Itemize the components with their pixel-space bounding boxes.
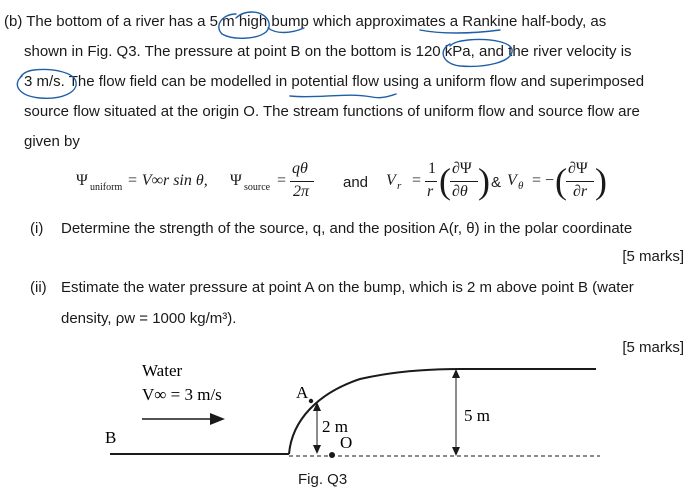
vtheta-derivative-denominator: ∂r: [573, 183, 588, 200]
dim-2m-label: 2 m: [322, 417, 348, 436]
part-i-text: Determine the strength of the source, q, and the position A(r, θ) in the polar coordinate: [61, 220, 633, 237]
psi-source-symbol: Ψ: [230, 172, 242, 189]
vtheta-symbol: V: [507, 172, 517, 189]
velocity-label: V∞ = 3 m/s: [142, 385, 222, 404]
part-ii-marks: [5 marks]: [622, 339, 684, 356]
part-ii-text-line-2: density, ρw = 1000 kg/m³).: [61, 310, 237, 327]
origin-marker: [329, 452, 335, 458]
dim-5m-label: 5 m: [464, 406, 490, 425]
origin-label: O: [340, 433, 353, 452]
psi-source-numerator: qθ: [292, 160, 308, 177]
part-i-label: (i): [30, 220, 44, 237]
bump-profile: [289, 369, 596, 454]
psi-uniform-subscript: uniform: [90, 182, 123, 193]
psi-source-subscript: source: [244, 182, 271, 193]
psi-uniform-rhs: = V∞r sin θ,: [127, 172, 208, 189]
paragraph-line-3: 3 m/s. The flow field can be modelled in potential flow using a uniform flow and superimposed: [24, 73, 645, 90]
point-a-label: A: [296, 383, 309, 402]
figure-caption: Fig. Q3: [298, 471, 348, 488]
velocity-arrowhead: [210, 413, 225, 425]
vr-subscript: r: [397, 180, 402, 192]
vr-frac-numerator: 1: [428, 160, 436, 177]
vtheta-subscript: θ: [518, 180, 524, 192]
vr-equals: =: [412, 172, 422, 189]
water-label: Water: [142, 361, 183, 380]
psi-uniform-symbol: Ψ: [76, 172, 88, 189]
vr-symbol: V: [386, 172, 396, 189]
point-a-marker: [309, 399, 313, 403]
vtheta-equals: = −: [532, 172, 555, 189]
vtheta-derivative-numerator: ∂Ψ: [568, 160, 588, 177]
ampersand: &: [491, 174, 502, 191]
paragraph-line-1: (b) The bottom of a river has a 5 m high bump which approximates a Rankine half-body, as: [4, 13, 607, 30]
vr-derivative-numerator: ∂Ψ: [452, 160, 472, 177]
equation-row: Ψ uniform = V∞r sin θ, Ψ source = qθ 2π and V r = 1 r ( ∂Ψ ∂θ ) & V θ = − ( ∂Ψ ∂r ): [76, 160, 607, 201]
vr-frac-denominator: r: [427, 183, 434, 200]
psi-source-denominator: 2π: [293, 183, 310, 200]
part-ii-label: (ii): [30, 279, 47, 296]
part-ii-text-line-1: Estimate the water pressure at point A on the bump, which is 2 m above point B (water: [61, 279, 634, 296]
paragraph-line-4: source flow situated at the origin O. The stream functions of uniform flow and source flow are: [24, 103, 640, 120]
and-text: and: [343, 174, 369, 191]
part-i-marks: [5 marks]: [622, 248, 684, 265]
point-b-label: B: [105, 428, 117, 447]
paragraph-line-5: given by: [24, 133, 80, 150]
paragraph-line-2: shown in Fig. Q3. The pressure at point B on the bottom is 120 kPa, and the river velocity is: [24, 43, 632, 60]
vr-derivative-denominator: ∂θ: [452, 183, 468, 200]
